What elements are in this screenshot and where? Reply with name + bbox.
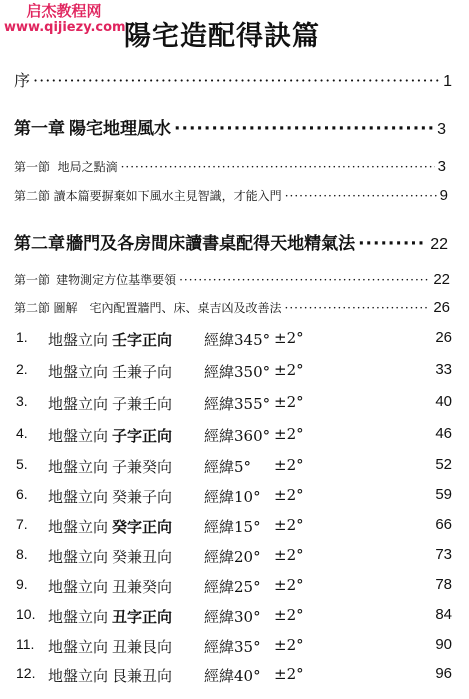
dot-leader (285, 189, 437, 203)
section-label: 第一節 (14, 273, 51, 287)
entry-page: 66 (435, 516, 452, 533)
toc-preface-page: 1 (443, 73, 452, 90)
entry-number: 3. (16, 393, 28, 409)
toc-entry (16, 516, 454, 546)
section-page: 9 (439, 187, 448, 204)
entry-degree: 經緯20° (204, 548, 261, 566)
entry-degree: 經緯350° (204, 363, 271, 381)
toc-entry (16, 606, 454, 636)
chapter-1-title: 陽宅地理風水 (69, 119, 172, 139)
watermark-url: www.qijiezy.com (4, 20, 126, 35)
entry-page: 46 (435, 425, 452, 442)
entry-page: 78 (435, 576, 452, 593)
toc-preface-label: 序 (14, 71, 31, 90)
entry-tolerance: ±2° (274, 606, 304, 624)
entry-direction: 地盤立向 (48, 488, 109, 506)
toc-section (14, 158, 446, 175)
toc-entry (16, 636, 454, 666)
entry-degree: 經緯25° (204, 578, 261, 596)
entry-page: 33 (435, 361, 452, 378)
entry-direction: 地盤立向 (48, 363, 109, 381)
entry-tolerance: ±2° (274, 425, 304, 443)
entry-name: 壬兼子向 (112, 363, 173, 381)
entry-tolerance: ±2° (274, 456, 304, 474)
entry-name: 丑字正向 (112, 608, 173, 626)
section-title: 讀本篇要摒棄如下風水主見智識，才能入門 (53, 189, 282, 203)
toc-entry (16, 486, 454, 516)
entry-direction: 地盤立向 (48, 578, 109, 596)
entry-name: 子字正向 (112, 427, 173, 445)
dot-leader (179, 273, 430, 287)
toc-preface (14, 68, 452, 91)
section-title: 建物測定方位基準要領 (56, 273, 177, 287)
chapter-2-page: 22 (430, 236, 448, 253)
entry-degree: 經緯15° (204, 518, 261, 536)
dot-leader (174, 119, 434, 139)
dot-leader (358, 234, 427, 254)
toc-section (14, 299, 450, 316)
entry-number: 10. (16, 606, 36, 622)
section-label: 第二節 (14, 301, 51, 315)
entry-name: 丑兼癸向 (112, 578, 173, 596)
entry-tolerance: ±2° (274, 486, 304, 504)
entry-number: 7. (16, 516, 28, 532)
toc-entry (16, 456, 454, 486)
entry-name: 癸字正向 (112, 518, 173, 536)
toc-entry (16, 393, 454, 423)
entry-number: 8. (16, 546, 28, 562)
entry-name: 丑兼艮向 (112, 638, 173, 656)
entry-page: 59 (435, 486, 452, 503)
entry-direction: 地盤立向 (48, 458, 109, 476)
entry-number: 1. (16, 329, 28, 345)
entry-page: 52 (435, 456, 452, 473)
entry-direction: 地盤立向 (48, 548, 109, 566)
entry-tolerance: ±2° (274, 329, 304, 347)
page-title: 陽宅造配得訣篇 (124, 21, 320, 52)
toc-chapter-2 (14, 229, 448, 254)
entry-direction: 地盤立向 (48, 395, 109, 413)
chapter-1-page: 3 (437, 121, 446, 138)
chapter-1-label: 第一章 (14, 119, 65, 139)
section-page: 26 (433, 299, 450, 316)
entry-direction: 地盤立向 (48, 608, 109, 626)
entry-tolerance: ±2° (274, 361, 304, 379)
toc-entry (16, 576, 454, 606)
entry-tolerance: ±2° (274, 665, 304, 683)
toc-entry (16, 425, 454, 455)
entry-page: 84 (435, 606, 452, 623)
section-title: 圖解 宅內配置牆門、床、桌吉凶及改善法 (53, 301, 282, 315)
toc-entry (16, 546, 454, 576)
section-label: 第二節 (14, 189, 51, 203)
entry-degree: 經緯35° (204, 638, 261, 656)
entry-name: 壬字正向 (112, 331, 173, 349)
section-page: 22 (433, 271, 450, 288)
entry-page: 73 (435, 546, 452, 563)
watermark-site-name: 启杰教程网 (26, 2, 102, 20)
dot-leader (285, 301, 431, 315)
entry-number: 11. (16, 636, 35, 652)
entry-name: 艮兼丑向 (112, 667, 173, 685)
entry-tolerance: ±2° (274, 393, 304, 411)
entry-number: 12. (16, 665, 36, 681)
entry-number: 2. (16, 361, 28, 377)
entry-degree: 經緯355° (204, 395, 271, 413)
toc-entry (16, 361, 454, 391)
dot-leader (121, 160, 435, 174)
entry-direction: 地盤立向 (48, 638, 109, 656)
toc-section (14, 187, 448, 204)
entry-degree: 經緯345° (204, 331, 271, 349)
dot-leader (33, 71, 440, 90)
entry-name: 癸兼丑向 (112, 548, 173, 566)
entry-degree: 經緯10° (204, 488, 261, 506)
entry-tolerance: ±2° (274, 546, 304, 564)
entry-tolerance: ±2° (274, 636, 304, 654)
entry-direction: 地盤立向 (48, 518, 109, 536)
entry-page: 40 (435, 393, 452, 410)
entry-number: 6. (16, 486, 28, 502)
chapter-2-label: 第二章 (14, 234, 65, 254)
toc-chapter-1 (14, 114, 446, 139)
entry-page: 90 (435, 636, 452, 653)
entry-tolerance: ±2° (274, 576, 304, 594)
entry-direction: 地盤立向 (48, 331, 109, 349)
toc-section (14, 271, 450, 288)
entry-direction: 地盤立向 (48, 427, 109, 445)
entry-degree: 經緯5° (204, 458, 252, 476)
entry-degree: 經緯30° (204, 608, 261, 626)
entry-tolerance: ±2° (274, 516, 304, 534)
entry-direction: 地盤立向 (48, 667, 109, 685)
entry-number: 4. (16, 425, 28, 441)
entry-name: 子兼癸向 (112, 458, 173, 476)
chapter-2-title: 牆門及各房間床讀書桌配得天地精氣法 (66, 234, 356, 254)
section-title: 地局之點滴 (57, 160, 118, 174)
toc-entry (16, 329, 454, 359)
entry-page: 96 (435, 665, 452, 682)
entry-name: 癸兼子向 (112, 488, 173, 506)
entry-degree: 經緯360° (204, 427, 271, 445)
section-label: 第一節 (14, 160, 51, 174)
section-page: 3 (437, 158, 446, 175)
toc-entry (16, 665, 454, 695)
entry-number: 9. (16, 576, 28, 592)
entry-name: 子兼壬向 (112, 395, 173, 413)
entry-page: 26 (435, 329, 452, 346)
entry-degree: 經緯40° (204, 667, 261, 685)
entry-number: 5. (16, 456, 28, 472)
